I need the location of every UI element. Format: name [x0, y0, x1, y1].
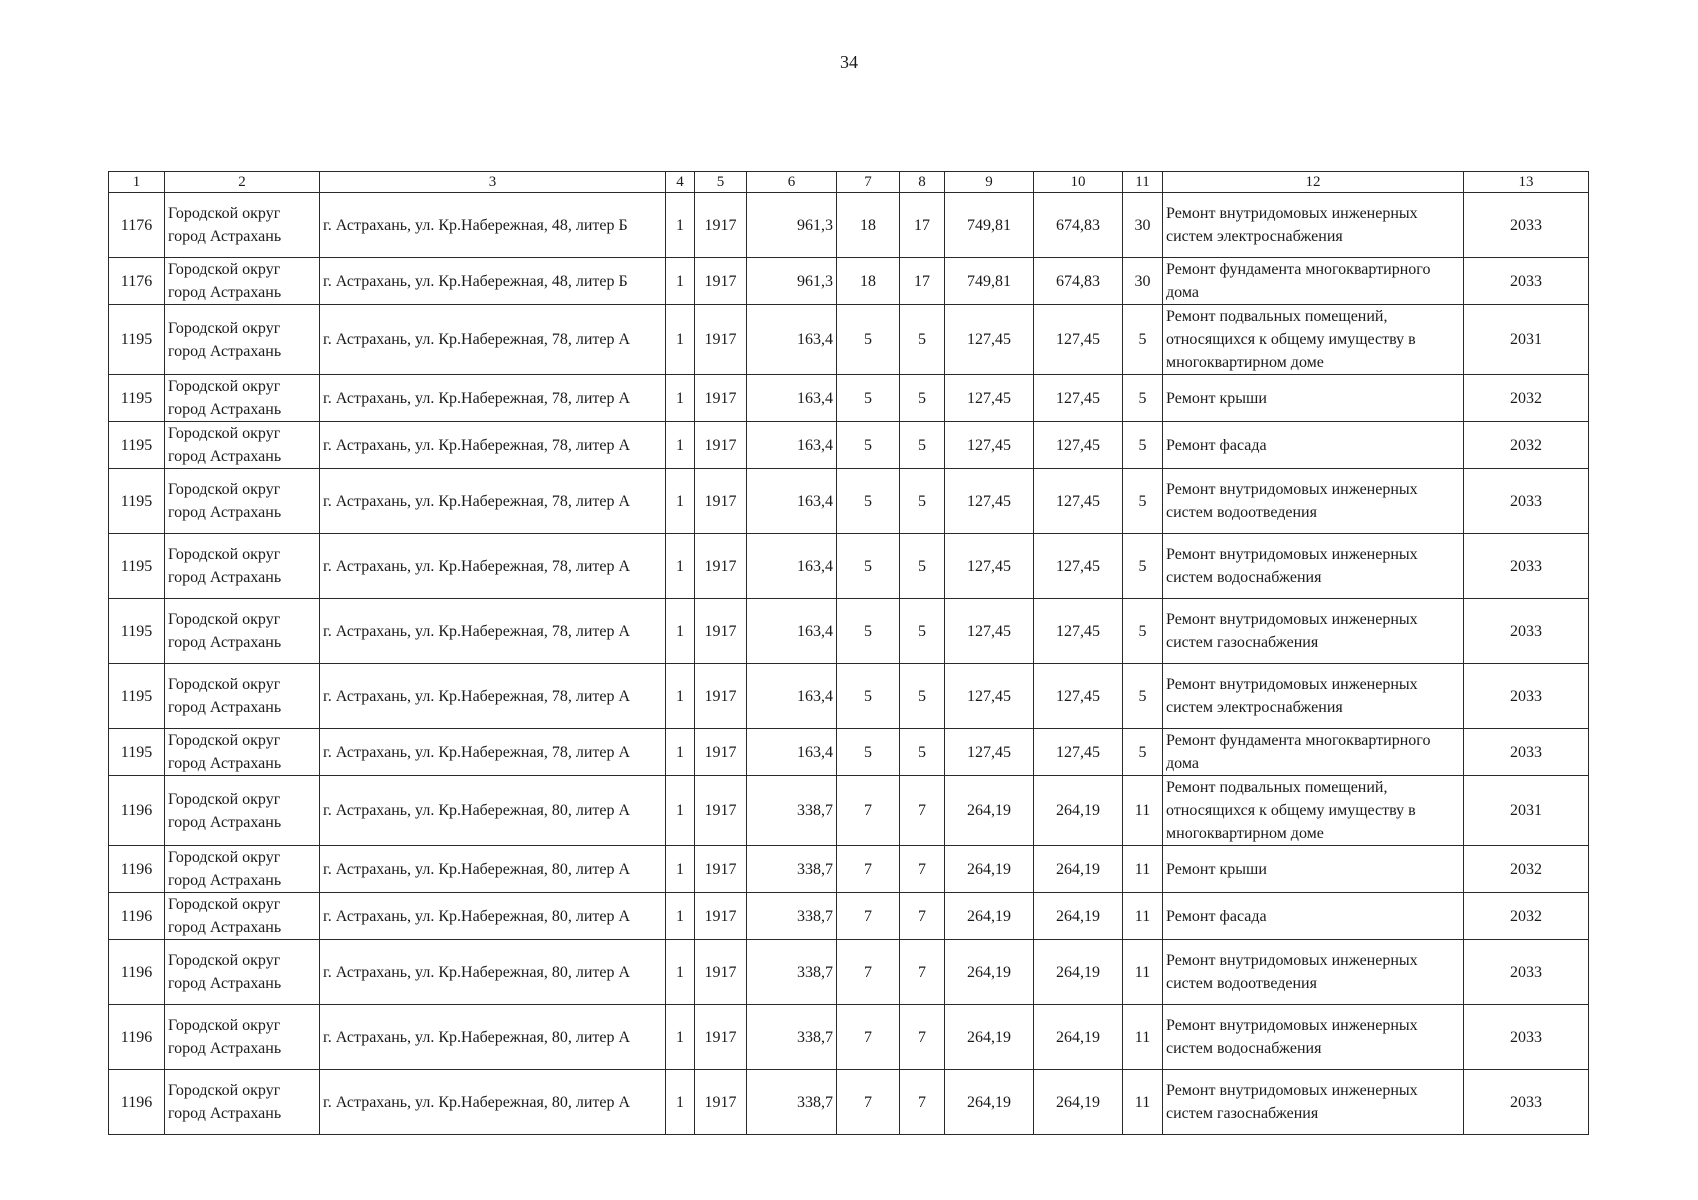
- col-8-cell: 5: [900, 664, 945, 729]
- address-cell: г. Астрахань, ул. Кр.Набережная, 78, литер А: [320, 599, 666, 664]
- municipality-cell: Городской округ город Астрахань: [165, 193, 320, 258]
- col-7-cell: 7: [837, 1005, 900, 1070]
- year-cell: 1917: [695, 776, 747, 846]
- col-11-cell: 11: [1123, 776, 1163, 846]
- col-7-cell: 7: [837, 776, 900, 846]
- work-type-cell: Ремонт фундамента многоквартирного дома: [1163, 729, 1464, 776]
- area-9-cell: 127,45: [945, 729, 1034, 776]
- year-cell: 1917: [695, 469, 747, 534]
- row-number-cell: 1195: [109, 375, 165, 422]
- work-type-cell: Ремонт фундамента многоквартирного дома: [1163, 258, 1464, 305]
- column-header: 12: [1163, 172, 1464, 193]
- area-9-cell: 749,81: [945, 258, 1034, 305]
- planned-year-cell: 2032: [1464, 893, 1589, 940]
- table-row: [109, 534, 1589, 599]
- area-10-cell: 127,45: [1034, 422, 1123, 469]
- row-number-cell: 1195: [109, 305, 165, 375]
- work-type-cell: Ремонт внутридомовых инженерных систем водоотведения: [1163, 469, 1464, 534]
- col-8-cell: 7: [900, 940, 945, 1005]
- address-cell: г. Астрахань, ул. Кр.Набережная, 80, литер А: [320, 846, 666, 893]
- year-cell: 1917: [695, 422, 747, 469]
- column-header: 9: [945, 172, 1034, 193]
- row-number-cell: 1196: [109, 1005, 165, 1070]
- col-7-cell: 5: [837, 305, 900, 375]
- table-row: [109, 599, 1589, 664]
- area-9-cell: 264,19: [945, 1005, 1034, 1070]
- planned-year-cell: 2033: [1464, 1005, 1589, 1070]
- row-number-cell: 1196: [109, 776, 165, 846]
- area-10-cell: 674,83: [1034, 258, 1123, 305]
- area-9-cell: 127,45: [945, 599, 1034, 664]
- work-type-cell: Ремонт внутридомовых инженерных систем водоснабжения: [1163, 1005, 1464, 1070]
- area-total-cell: 961,3: [747, 193, 837, 258]
- area-total-cell: 163,4: [747, 375, 837, 422]
- col-4-cell: 1: [666, 469, 695, 534]
- col-11-cell: 5: [1123, 599, 1163, 664]
- year-cell: 1917: [695, 893, 747, 940]
- work-type-cell: Ремонт внутридомовых инженерных систем газоснабжения: [1163, 1070, 1464, 1135]
- col-8-cell: 5: [900, 305, 945, 375]
- table-row: [109, 1070, 1589, 1135]
- planned-year-cell: 2033: [1464, 940, 1589, 1005]
- col-4-cell: 1: [666, 305, 695, 375]
- area-9-cell: 127,45: [945, 375, 1034, 422]
- area-9-cell: 127,45: [945, 469, 1034, 534]
- col-11-cell: 5: [1123, 305, 1163, 375]
- row-number-cell: 1196: [109, 940, 165, 1005]
- municipality-cell: Городской округ город Астрахань: [165, 776, 320, 846]
- col-11-cell: 5: [1123, 534, 1163, 599]
- area-9-cell: 127,45: [945, 664, 1034, 729]
- col-7-cell: 5: [837, 469, 900, 534]
- row-number-cell: 1176: [109, 258, 165, 305]
- col-11-cell: 5: [1123, 422, 1163, 469]
- year-cell: 1917: [695, 193, 747, 258]
- year-cell: 1917: [695, 1070, 747, 1135]
- col-11-cell: 5: [1123, 375, 1163, 422]
- area-9-cell: 264,19: [945, 776, 1034, 846]
- col-7-cell: 18: [837, 258, 900, 305]
- area-10-cell: 264,19: [1034, 893, 1123, 940]
- col-11-cell: 5: [1123, 729, 1163, 776]
- col-7-cell: 5: [837, 599, 900, 664]
- row-number-cell: 1195: [109, 599, 165, 664]
- planned-year-cell: 2033: [1464, 1070, 1589, 1135]
- area-10-cell: 127,45: [1034, 664, 1123, 729]
- col-4-cell: 1: [666, 1070, 695, 1135]
- column-header: 10: [1034, 172, 1123, 193]
- municipality-cell: Городской округ город Астрахань: [165, 1070, 320, 1135]
- table-row: [109, 846, 1589, 893]
- table-row: [109, 664, 1589, 729]
- row-number-cell: 1196: [109, 893, 165, 940]
- year-cell: 1917: [695, 599, 747, 664]
- area-total-cell: 163,4: [747, 664, 837, 729]
- year-cell: 1917: [695, 534, 747, 599]
- col-11-cell: 5: [1123, 469, 1163, 534]
- column-header: 3: [320, 172, 666, 193]
- table-row: [109, 305, 1589, 375]
- col-8-cell: 5: [900, 422, 945, 469]
- column-header: 13: [1464, 172, 1589, 193]
- address-cell: г. Астрахань, ул. Кр.Набережная, 78, литер А: [320, 664, 666, 729]
- col-4-cell: 1: [666, 729, 695, 776]
- col-11-cell: 5: [1123, 664, 1163, 729]
- col-4-cell: 1: [666, 258, 695, 305]
- address-cell: г. Астрахань, ул. Кр.Набережная, 80, литер А: [320, 776, 666, 846]
- col-8-cell: 5: [900, 375, 945, 422]
- row-number-cell: 1195: [109, 534, 165, 599]
- year-cell: 1917: [695, 846, 747, 893]
- year-cell: 1917: [695, 305, 747, 375]
- work-type-cell: Ремонт внутридомовых инженерных систем электроснабжения: [1163, 664, 1464, 729]
- col-7-cell: 5: [837, 422, 900, 469]
- year-cell: 1917: [695, 375, 747, 422]
- column-header: 7: [837, 172, 900, 193]
- year-cell: 1917: [695, 729, 747, 776]
- municipality-cell: Городской округ город Астрахань: [165, 258, 320, 305]
- area-10-cell: 264,19: [1034, 1005, 1123, 1070]
- area-10-cell: 264,19: [1034, 846, 1123, 893]
- planned-year-cell: 2033: [1464, 664, 1589, 729]
- address-cell: г. Астрахань, ул. Кр.Набережная, 78, литер А: [320, 422, 666, 469]
- planned-year-cell: 2033: [1464, 258, 1589, 305]
- col-7-cell: 7: [837, 846, 900, 893]
- area-10-cell: 127,45: [1034, 375, 1123, 422]
- col-8-cell: 7: [900, 1070, 945, 1135]
- planned-year-cell: 2033: [1464, 193, 1589, 258]
- column-header: 8: [900, 172, 945, 193]
- area-total-cell: 163,4: [747, 729, 837, 776]
- address-cell: г. Астрахань, ул. Кр.Набережная, 80, литер А: [320, 940, 666, 1005]
- municipality-cell: Городской округ город Астрахань: [165, 305, 320, 375]
- work-type-cell: Ремонт внутридомовых инженерных систем водоснабжения: [1163, 534, 1464, 599]
- planned-year-cell: 2032: [1464, 422, 1589, 469]
- municipality-cell: Городской округ город Астрахань: [165, 940, 320, 1005]
- col-11-cell: 11: [1123, 846, 1163, 893]
- col-7-cell: 7: [837, 940, 900, 1005]
- row-number-cell: 1196: [109, 846, 165, 893]
- municipality-cell: Городской округ город Астрахань: [165, 375, 320, 422]
- municipality-cell: Городской округ город Астрахань: [165, 729, 320, 776]
- table-row: [109, 940, 1589, 1005]
- area-9-cell: 264,19: [945, 846, 1034, 893]
- table-row: [109, 193, 1589, 258]
- col-8-cell: 5: [900, 534, 945, 599]
- municipality-cell: Городской округ город Астрахань: [165, 534, 320, 599]
- col-8-cell: 5: [900, 469, 945, 534]
- area-total-cell: 338,7: [747, 893, 837, 940]
- work-type-cell: Ремонт крыши: [1163, 375, 1464, 422]
- col-4-cell: 1: [666, 664, 695, 729]
- area-9-cell: 749,81: [945, 193, 1034, 258]
- planned-year-cell: 2033: [1464, 469, 1589, 534]
- col-4-cell: 1: [666, 1005, 695, 1070]
- municipality-cell: Городской округ город Астрахань: [165, 599, 320, 664]
- municipality-cell: Городской округ город Астрахань: [165, 846, 320, 893]
- address-cell: г. Астрахань, ул. Кр.Набережная, 78, литер А: [320, 729, 666, 776]
- row-number-cell: 1195: [109, 729, 165, 776]
- work-type-cell: Ремонт подвальных помещений, относящихся к общему имуществу в многоквартирном доме: [1163, 305, 1464, 375]
- area-10-cell: 127,45: [1034, 729, 1123, 776]
- area-total-cell: 338,7: [747, 1070, 837, 1135]
- col-8-cell: 7: [900, 893, 945, 940]
- area-9-cell: 264,19: [945, 1070, 1034, 1135]
- column-header: 1: [109, 172, 165, 193]
- table-row: [109, 375, 1589, 422]
- area-total-cell: 163,4: [747, 469, 837, 534]
- planned-year-cell: 2031: [1464, 305, 1589, 375]
- planned-year-cell: 2033: [1464, 729, 1589, 776]
- area-9-cell: 264,19: [945, 893, 1034, 940]
- year-cell: 1917: [695, 1005, 747, 1070]
- col-4-cell: 1: [666, 940, 695, 1005]
- planned-year-cell: 2031: [1464, 776, 1589, 846]
- area-9-cell: 264,19: [945, 940, 1034, 1005]
- col-11-cell: 30: [1123, 193, 1163, 258]
- row-number-cell: 1195: [109, 469, 165, 534]
- row-number-cell: 1195: [109, 422, 165, 469]
- table-row: [109, 422, 1589, 469]
- address-cell: г. Астрахань, ул. Кр.Набережная, 78, литер А: [320, 534, 666, 599]
- row-number-cell: 1196: [109, 1070, 165, 1135]
- planned-year-cell: 2033: [1464, 599, 1589, 664]
- col-4-cell: 1: [666, 893, 695, 940]
- work-type-cell: Ремонт фасада: [1163, 893, 1464, 940]
- col-8-cell: 17: [900, 258, 945, 305]
- address-cell: г. Астрахань, ул. Кр.Набережная, 48, литер Б: [320, 193, 666, 258]
- column-header: 6: [747, 172, 837, 193]
- area-9-cell: 127,45: [945, 534, 1034, 599]
- area-10-cell: 127,45: [1034, 469, 1123, 534]
- area-10-cell: 264,19: [1034, 1070, 1123, 1135]
- col-7-cell: 5: [837, 375, 900, 422]
- col-8-cell: 17: [900, 193, 945, 258]
- address-cell: г. Астрахань, ул. Кр.Набережная, 78, литер А: [320, 375, 666, 422]
- area-total-cell: 961,3: [747, 258, 837, 305]
- repair-schedule-table: [108, 171, 1589, 1135]
- planned-year-cell: 2032: [1464, 375, 1589, 422]
- table-row: [109, 776, 1589, 846]
- table-body: [109, 193, 1589, 1135]
- col-7-cell: 7: [837, 893, 900, 940]
- address-cell: г. Астрахань, ул. Кр.Набережная, 78, литер А: [320, 305, 666, 375]
- col-11-cell: 11: [1123, 893, 1163, 940]
- col-7-cell: 18: [837, 193, 900, 258]
- area-10-cell: 127,45: [1034, 305, 1123, 375]
- header-row: [109, 172, 1589, 193]
- col-11-cell: 11: [1123, 1005, 1163, 1070]
- table-container: [108, 171, 1588, 1135]
- column-header: 2: [165, 172, 320, 193]
- row-number-cell: 1176: [109, 193, 165, 258]
- col-4-cell: 1: [666, 375, 695, 422]
- municipality-cell: Городской округ город Астрахань: [165, 422, 320, 469]
- col-4-cell: 1: [666, 776, 695, 846]
- row-number-cell: 1195: [109, 664, 165, 729]
- table-row: [109, 1005, 1589, 1070]
- area-total-cell: 163,4: [747, 599, 837, 664]
- col-8-cell: 5: [900, 599, 945, 664]
- year-cell: 1917: [695, 258, 747, 305]
- col-8-cell: 7: [900, 846, 945, 893]
- col-11-cell: 11: [1123, 1070, 1163, 1135]
- municipality-cell: Городской округ город Астрахань: [165, 893, 320, 940]
- address-cell: г. Астрахань, ул. Кр.Набережная, 80, литер А: [320, 1070, 666, 1135]
- area-10-cell: 127,45: [1034, 599, 1123, 664]
- address-cell: г. Астрахань, ул. Кр.Набережная, 80, литер А: [320, 1005, 666, 1070]
- col-4-cell: 1: [666, 599, 695, 664]
- area-total-cell: 163,4: [747, 534, 837, 599]
- work-type-cell: Ремонт внутридомовых инженерных систем газоснабжения: [1163, 599, 1464, 664]
- col-7-cell: 5: [837, 534, 900, 599]
- area-10-cell: 264,19: [1034, 776, 1123, 846]
- col-11-cell: 30: [1123, 258, 1163, 305]
- column-header: 4: [666, 172, 695, 193]
- municipality-cell: Городской округ город Астрахань: [165, 469, 320, 534]
- area-total-cell: 338,7: [747, 776, 837, 846]
- municipality-cell: Городской округ город Астрахань: [165, 1005, 320, 1070]
- area-total-cell: 338,7: [747, 940, 837, 1005]
- col-8-cell: 7: [900, 776, 945, 846]
- table-row: [109, 258, 1589, 305]
- col-8-cell: 5: [900, 729, 945, 776]
- table-row: [109, 893, 1589, 940]
- year-cell: 1917: [695, 664, 747, 729]
- year-cell: 1917: [695, 940, 747, 1005]
- work-type-cell: Ремонт фасада: [1163, 422, 1464, 469]
- address-cell: г. Астрахань, ул. Кр.Набережная, 48, литер Б: [320, 258, 666, 305]
- area-total-cell: 163,4: [747, 305, 837, 375]
- work-type-cell: Ремонт крыши: [1163, 846, 1464, 893]
- col-7-cell: 5: [837, 729, 900, 776]
- column-header: 11: [1123, 172, 1163, 193]
- area-total-cell: 163,4: [747, 422, 837, 469]
- area-10-cell: 127,45: [1034, 534, 1123, 599]
- planned-year-cell: 2032: [1464, 846, 1589, 893]
- col-4-cell: 1: [666, 422, 695, 469]
- col-4-cell: 1: [666, 534, 695, 599]
- address-cell: г. Астрахань, ул. Кр.Набережная, 80, литер А: [320, 893, 666, 940]
- area-9-cell: 127,45: [945, 305, 1034, 375]
- col-8-cell: 7: [900, 1005, 945, 1070]
- area-10-cell: 674,83: [1034, 193, 1123, 258]
- area-total-cell: 338,7: [747, 846, 837, 893]
- col-7-cell: 7: [837, 1070, 900, 1135]
- address-cell: г. Астрахань, ул. Кр.Набережная, 78, литер А: [320, 469, 666, 534]
- area-total-cell: 338,7: [747, 1005, 837, 1070]
- municipality-cell: Городской округ город Астрахань: [165, 664, 320, 729]
- col-4-cell: 1: [666, 846, 695, 893]
- work-type-cell: Ремонт внутридомовых инженерных систем водоотведения: [1163, 940, 1464, 1005]
- col-7-cell: 5: [837, 664, 900, 729]
- area-10-cell: 264,19: [1034, 940, 1123, 1005]
- table-row: [109, 469, 1589, 534]
- page-number: 34: [840, 52, 858, 72]
- table-row: [109, 729, 1589, 776]
- work-type-cell: Ремонт подвальных помещений, относящихся к общему имуществу в многоквартирном доме: [1163, 776, 1464, 846]
- planned-year-cell: 2033: [1464, 534, 1589, 599]
- col-11-cell: 11: [1123, 940, 1163, 1005]
- work-type-cell: Ремонт внутридомовых инженерных систем электроснабжения: [1163, 193, 1464, 258]
- col-4-cell: 1: [666, 193, 695, 258]
- column-header: 5: [695, 172, 747, 193]
- area-9-cell: 127,45: [945, 422, 1034, 469]
